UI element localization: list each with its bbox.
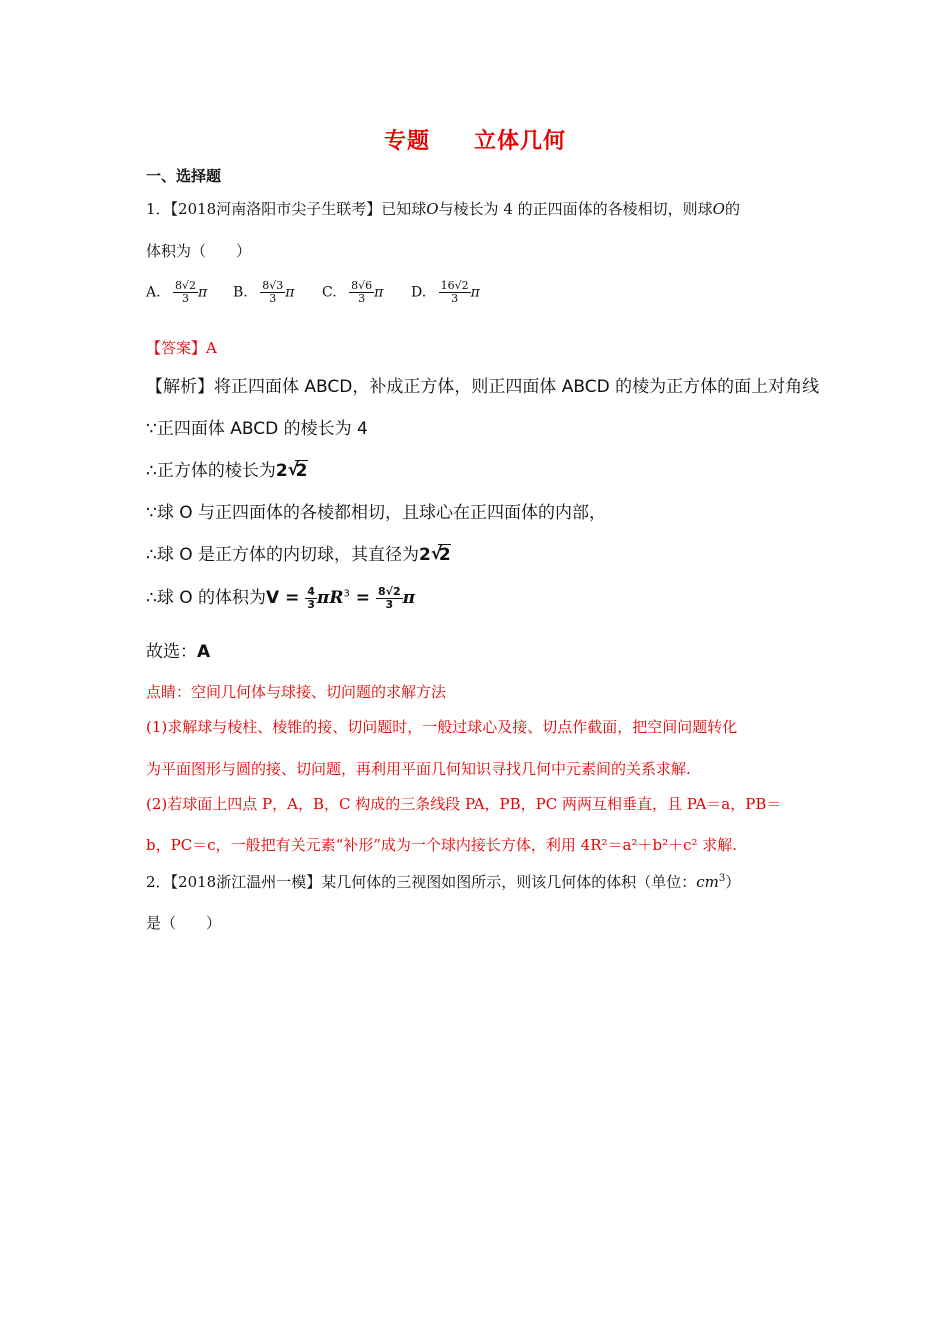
q1-text-b: 与棱长为 4 的正四面体的各棱相切，则球 bbox=[438, 200, 713, 218]
section-heading: 一、选择题 bbox=[146, 167, 222, 185]
var-O: O bbox=[426, 200, 439, 218]
math-V: V = bbox=[266, 588, 306, 608]
frac-coef: 8 bbox=[262, 279, 270, 292]
option-c bbox=[322, 280, 383, 305]
frac-den: 3 bbox=[358, 292, 366, 305]
pi-symbol: π bbox=[198, 284, 208, 301]
solution-text: ∴正方体的棱长为 bbox=[146, 461, 276, 481]
page-title bbox=[0, 124, 950, 155]
tip-line-1b: 为平面图形与圆的接、切问题，再利用平面几何知识寻找几何中元素间的关系求解. bbox=[146, 760, 691, 778]
answer-label: 【答案】A bbox=[146, 339, 217, 357]
fraction-four-thirds bbox=[305, 586, 317, 611]
option-label: D. bbox=[411, 284, 427, 301]
q1-line1 bbox=[146, 198, 740, 219]
frac-rad: 6 bbox=[365, 279, 373, 292]
math-equals: = bbox=[349, 588, 376, 608]
q2-line2: 是（ ） bbox=[146, 914, 222, 932]
q1-text-a: 1．【2018河南洛阳市尖子生联考】已知球 bbox=[146, 200, 427, 218]
pi-symbol: π bbox=[470, 284, 480, 301]
math-rad: 2 bbox=[438, 545, 451, 565]
math-coef: 2 bbox=[419, 545, 431, 565]
q2-text-end: ） bbox=[725, 873, 741, 891]
solution-line-3 bbox=[146, 456, 308, 481]
frac-den: 3 bbox=[182, 292, 190, 305]
frac-coef: 16 bbox=[440, 279, 455, 292]
frac-coef: 8 bbox=[377, 584, 386, 598]
frac-den: 3 bbox=[451, 292, 459, 305]
pi-symbol: π bbox=[402, 588, 416, 608]
option-fraction: $\frac{16√2}{3}$ bbox=[440, 279, 469, 305]
option-fraction: $\frac{8√6}{3}$ bbox=[351, 279, 373, 305]
tip-heading: 点睛：空间几何体与球接、切问题的求解方法 bbox=[146, 683, 447, 701]
q2-text: 2．【2018浙江温州一模】某几何体的三视图如图所示，则该几何体的体积（单位： bbox=[146, 873, 697, 891]
title-part1: 专题 bbox=[383, 129, 430, 154]
unit-exponent: 3 bbox=[718, 873, 726, 884]
q1-text-c: 的 bbox=[724, 200, 740, 218]
tip-line-2a: (2)若球面上四点 P，A，B，C 构成的三条线段 PA，PB，PC 两两互相垂直，且 PA＝a，PB＝ bbox=[146, 795, 782, 813]
option-label: C. bbox=[322, 284, 337, 301]
solution-line-1: 【解析】将正四面体 ABCD，补成正方体，则正四面体 ABCD 的棱为正方体的面上对角线 bbox=[146, 377, 820, 397]
option-d bbox=[411, 280, 480, 305]
frac-coef: 8 bbox=[351, 279, 359, 292]
title-part2: 立体几何 bbox=[474, 129, 567, 154]
option-fraction: $\frac{8√2}{3}$ bbox=[175, 279, 197, 305]
frac-rad: 2 bbox=[461, 279, 469, 292]
frac-den: 3 bbox=[385, 597, 394, 611]
option-label: B. bbox=[233, 284, 248, 301]
pi-symbol: π bbox=[374, 284, 384, 301]
math-coef: 2 bbox=[275, 461, 288, 481]
math-pi-r: πR bbox=[316, 588, 344, 608]
fraction-result: $\frac{8√2}{3}$ bbox=[377, 584, 401, 611]
pi-symbol: π bbox=[285, 284, 295, 301]
frac-den: 3 bbox=[307, 597, 315, 611]
frac-coef: 8 bbox=[175, 279, 183, 292]
solution-line-2: ∵正四面体 ABCD 的棱长为 4 bbox=[146, 419, 368, 439]
math-rad: 2 bbox=[295, 461, 308, 481]
frac-den: 3 bbox=[269, 292, 277, 305]
sqrt-expression: √ 2 bbox=[430, 544, 451, 565]
frac-rad: 2 bbox=[189, 279, 197, 292]
frac-rad: 3 bbox=[276, 279, 284, 292]
option-fraction: $\frac{8√3}{3}$ bbox=[262, 279, 284, 305]
solution-line-4: ∵球 O 与正四面体的各棱都相切，且球心在正四面体的内部， bbox=[146, 503, 607, 523]
solution-text: ∴球 O 的体积为 bbox=[146, 588, 267, 608]
option-label: A. bbox=[146, 284, 161, 301]
tip-line-2b: b，PC＝c，一般把有关元素“补形”成为一个球内接长方体，利用 4R²＝a²＋b²＋c² 求解. bbox=[146, 836, 738, 854]
frac-num: 4 bbox=[307, 584, 315, 598]
solution-line-6 bbox=[146, 583, 415, 611]
option-b bbox=[233, 280, 294, 305]
unit-cm: cm bbox=[696, 873, 719, 891]
solution-line-7 bbox=[146, 637, 210, 662]
option-a bbox=[146, 280, 207, 305]
chosen-answer: A bbox=[197, 642, 211, 662]
solution-text: ∴球 O 是正方体的内切球，其直径为 bbox=[146, 545, 420, 565]
q2-line1 bbox=[146, 871, 740, 892]
sqrt-expression: √ 2 bbox=[287, 460, 308, 481]
frac-rad: 2 bbox=[392, 584, 401, 598]
math-exponent: 3 bbox=[343, 588, 350, 600]
tip-line-1a: (1)求解球与棱柱、棱锥的接、切问题时，一般过球心及接、切点作截面，把空间问题转化 bbox=[146, 718, 738, 736]
solution-line-5 bbox=[146, 540, 451, 565]
solution-text: 故选： bbox=[146, 642, 197, 662]
var-O: O bbox=[712, 200, 725, 218]
q1-line2: 体积为（ ） bbox=[146, 242, 252, 260]
